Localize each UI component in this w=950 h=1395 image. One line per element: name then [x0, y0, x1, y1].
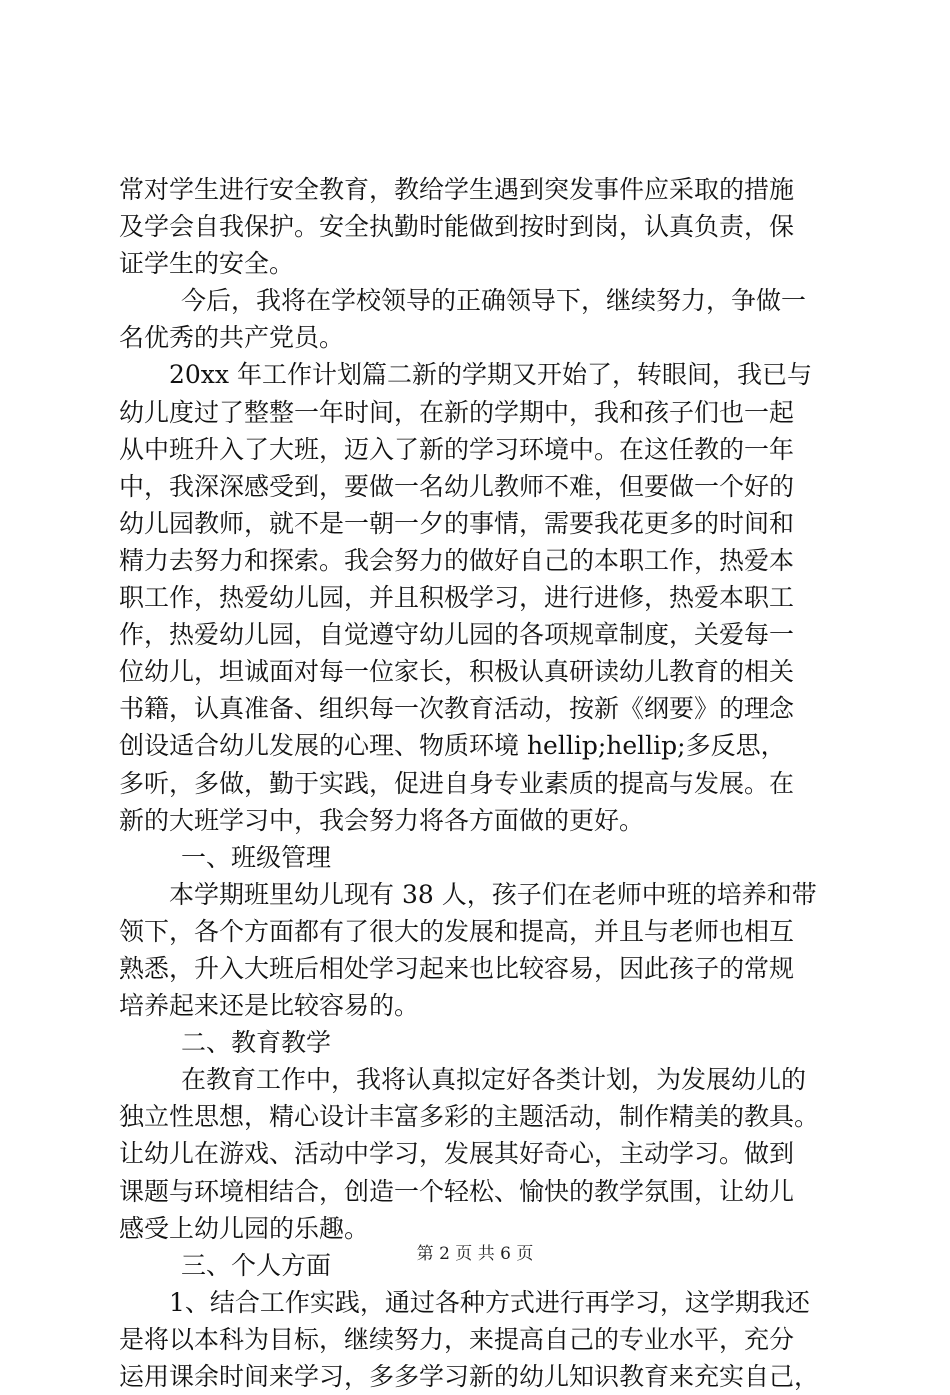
- text-line: 领下，各个方面都有了很大的发展和提高，并且与老师也相互: [119, 916, 795, 946]
- text-line: 运用课余时间来学习，多多学习新的幼儿知识教育来充实自己，: [119, 1362, 820, 1391]
- text-line: 熟悉，升入大班后相处学习起来也比较容易，因此孩子的常规: [119, 953, 795, 983]
- section-heading: 二、教育教学: [181, 1028, 332, 1058]
- text-line: 从中班升入了大班，迈入了新的学习环境中。在这任教的一年: [119, 434, 795, 464]
- text-line: 1、结合工作实践，通过各种方式进行再学习，这学期我还: [169, 1287, 810, 1317]
- text-line: 创设适合幼儿发展的心理、物质环境 hellip;hellip;多反思，: [119, 731, 786, 761]
- section-heading: 三、个人方面: [181, 1250, 332, 1280]
- text-line: 20xx 年工作计划篇二新的学期又开始了，转眼间，我已与: [169, 360, 812, 390]
- text-line: 位幼儿，坦诚面对每一位家长，积极认真研读幼儿教育的相关: [119, 657, 795, 687]
- text-line: 在教育工作中，我将认真拟定好各类计划，为发展幼儿的: [181, 1065, 807, 1095]
- document-body: [119, 171, 834, 1395]
- text-line: 作，热爱幼儿园，自觉遵守幼儿园的各项规章制度，关爱每一: [119, 620, 795, 650]
- text-line: 独立性思想，精心设计丰富多彩的主题活动，制作精美的教具。: [119, 1102, 820, 1132]
- section-heading: 一、班级管理: [181, 842, 332, 872]
- text-line: 让幼儿在游戏、活动中学习，发展其好奇心，主动学习。做到: [119, 1139, 795, 1169]
- text-line: 课题与环境相结合，创造一个轻松、愉快的教学氛围，让幼儿: [119, 1176, 795, 1206]
- text-line: 精力去努力和探索。我会努力的做好自己的本职工作，热爱本: [119, 545, 795, 575]
- page-number-footer: 第 2 页 共 6 页: [416, 1244, 534, 1264]
- text-line: 及学会自我保护。安全执勤时能做到按时到岗，认真负责，保: [119, 212, 795, 242]
- text-line: 书籍，认真准备、组织每一次教育活动，按新《纲要》的理念: [119, 694, 795, 724]
- text-line: 职工作，热爱幼儿园，并且积极学习，进行进修，热爱本职工: [119, 583, 795, 613]
- text-line: 今后，我将在学校领导的正确领导下，继续努力，争做一: [181, 286, 807, 316]
- text-line: 培养起来还是比较容易的。: [119, 991, 420, 1021]
- text-line: 是将以本科为目标，继续努力，来提高自己的专业水平，充分: [119, 1324, 795, 1354]
- text-line: 中，我深深感受到，要做一名幼儿教师不难，但要做一个好的: [119, 471, 795, 501]
- text-line: 幼儿度过了整整一年时间，在新的学期中，我和孩子们也一起: [119, 397, 795, 427]
- text-line: 证学生的安全。: [119, 249, 295, 279]
- text-line: 新的大班学习中，我会努力将各方面做的更好。: [119, 805, 645, 835]
- text-line: 常对学生进行安全教育，教给学生遇到突发事件应采取的措施: [119, 175, 795, 204]
- text-line: 多听，多做，勤于实践，促进自身专业素质的提高与发展。在: [119, 768, 795, 798]
- text-line: 名优秀的共产党员。: [119, 323, 345, 353]
- text-line: 幼儿园教师，就不是一朝一夕的事情，需要我花更多的时间和: [119, 508, 795, 538]
- text-line: 感受上幼儿园的乐趣。: [119, 1213, 370, 1243]
- text-line: 本学期班里幼儿现有 38 人，孩子们在老师中班的培养和带: [169, 879, 817, 909]
